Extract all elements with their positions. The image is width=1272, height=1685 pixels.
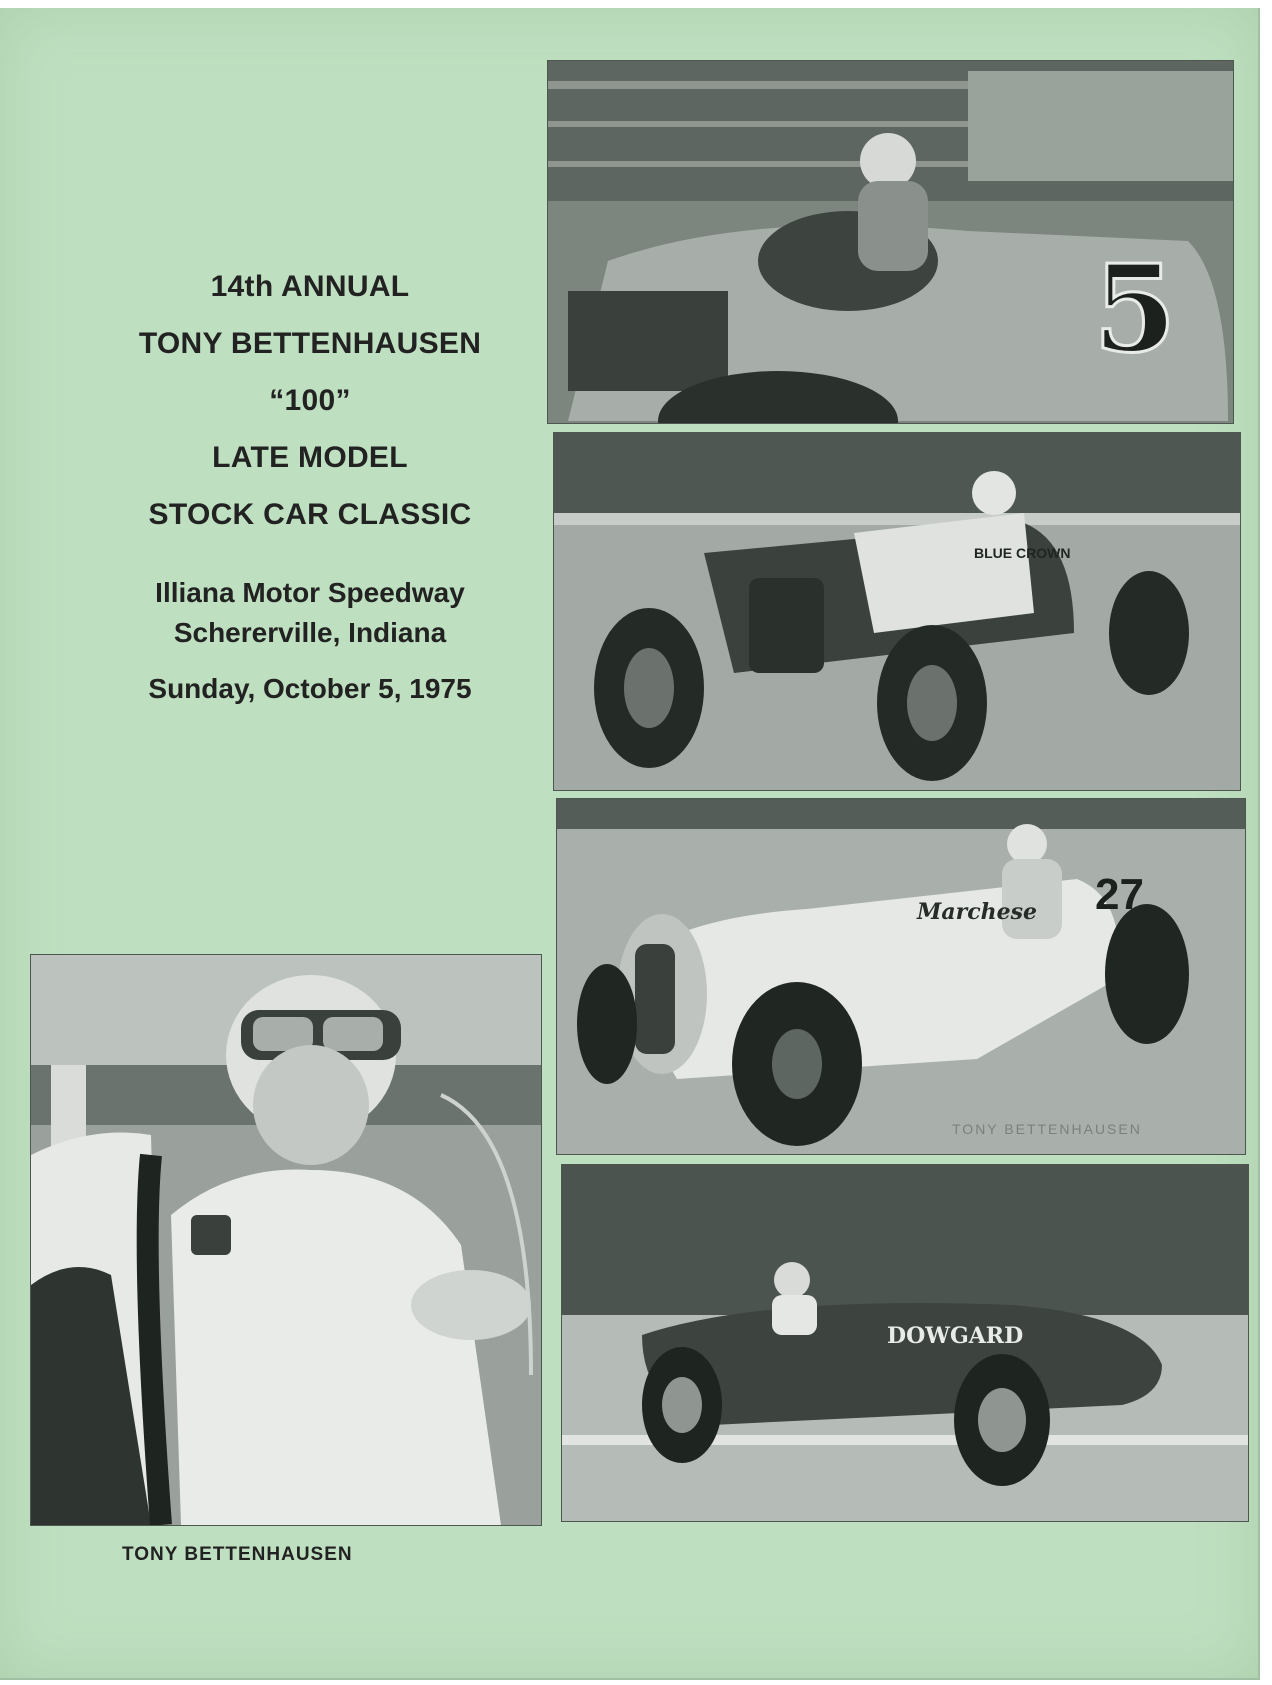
title-classic: STOCK CAR CLASSIC <box>148 498 472 531</box>
sponsor-dowgard: DOWGARD <box>887 1323 1024 1349</box>
portrait-caption: TONY BETTENHAUSEN <box>122 1544 353 1565</box>
photo-marchese-image <box>557 799 1245 1154</box>
program-cover <box>0 8 1260 1680</box>
event-title <box>80 258 540 543</box>
title-annual: 14th ANNUAL <box>210 270 410 303</box>
photo-car-5 <box>547 60 1234 424</box>
photo-signature: TONY BETTENHAUSEN <box>952 1121 1142 1137</box>
title-class: LATE MODEL <box>212 441 408 474</box>
event-date: Sunday, October 5, 1975 <box>148 673 472 704</box>
photo-blue-crown-car <box>553 432 1241 791</box>
title-race-length: “100” <box>269 384 351 417</box>
photo-dowgard-car <box>561 1164 1249 1522</box>
car-number-5: 5 <box>1093 239 1177 380</box>
car-number-27: 27 <box>1095 870 1144 919</box>
portrait-image <box>31 955 541 1525</box>
photo-blue-crown-image <box>554 433 1240 790</box>
photo-dowgard-image <box>562 1165 1248 1521</box>
sponsor-marchese: Marchese <box>917 899 1037 925</box>
photo-portrait <box>30 954 542 1526</box>
venue-info <box>80 573 540 709</box>
photo-marchese-car <box>556 798 1246 1155</box>
sponsor-blue-crown: BLUE CROWN <box>974 545 1071 561</box>
title-name: TONY BETTENHAUSEN <box>138 327 482 360</box>
venue-name: Illiana Motor Speedway <box>155 577 465 608</box>
venue-location: Schererville, Indiana <box>173 617 447 648</box>
photo-car-5-image <box>548 61 1233 423</box>
